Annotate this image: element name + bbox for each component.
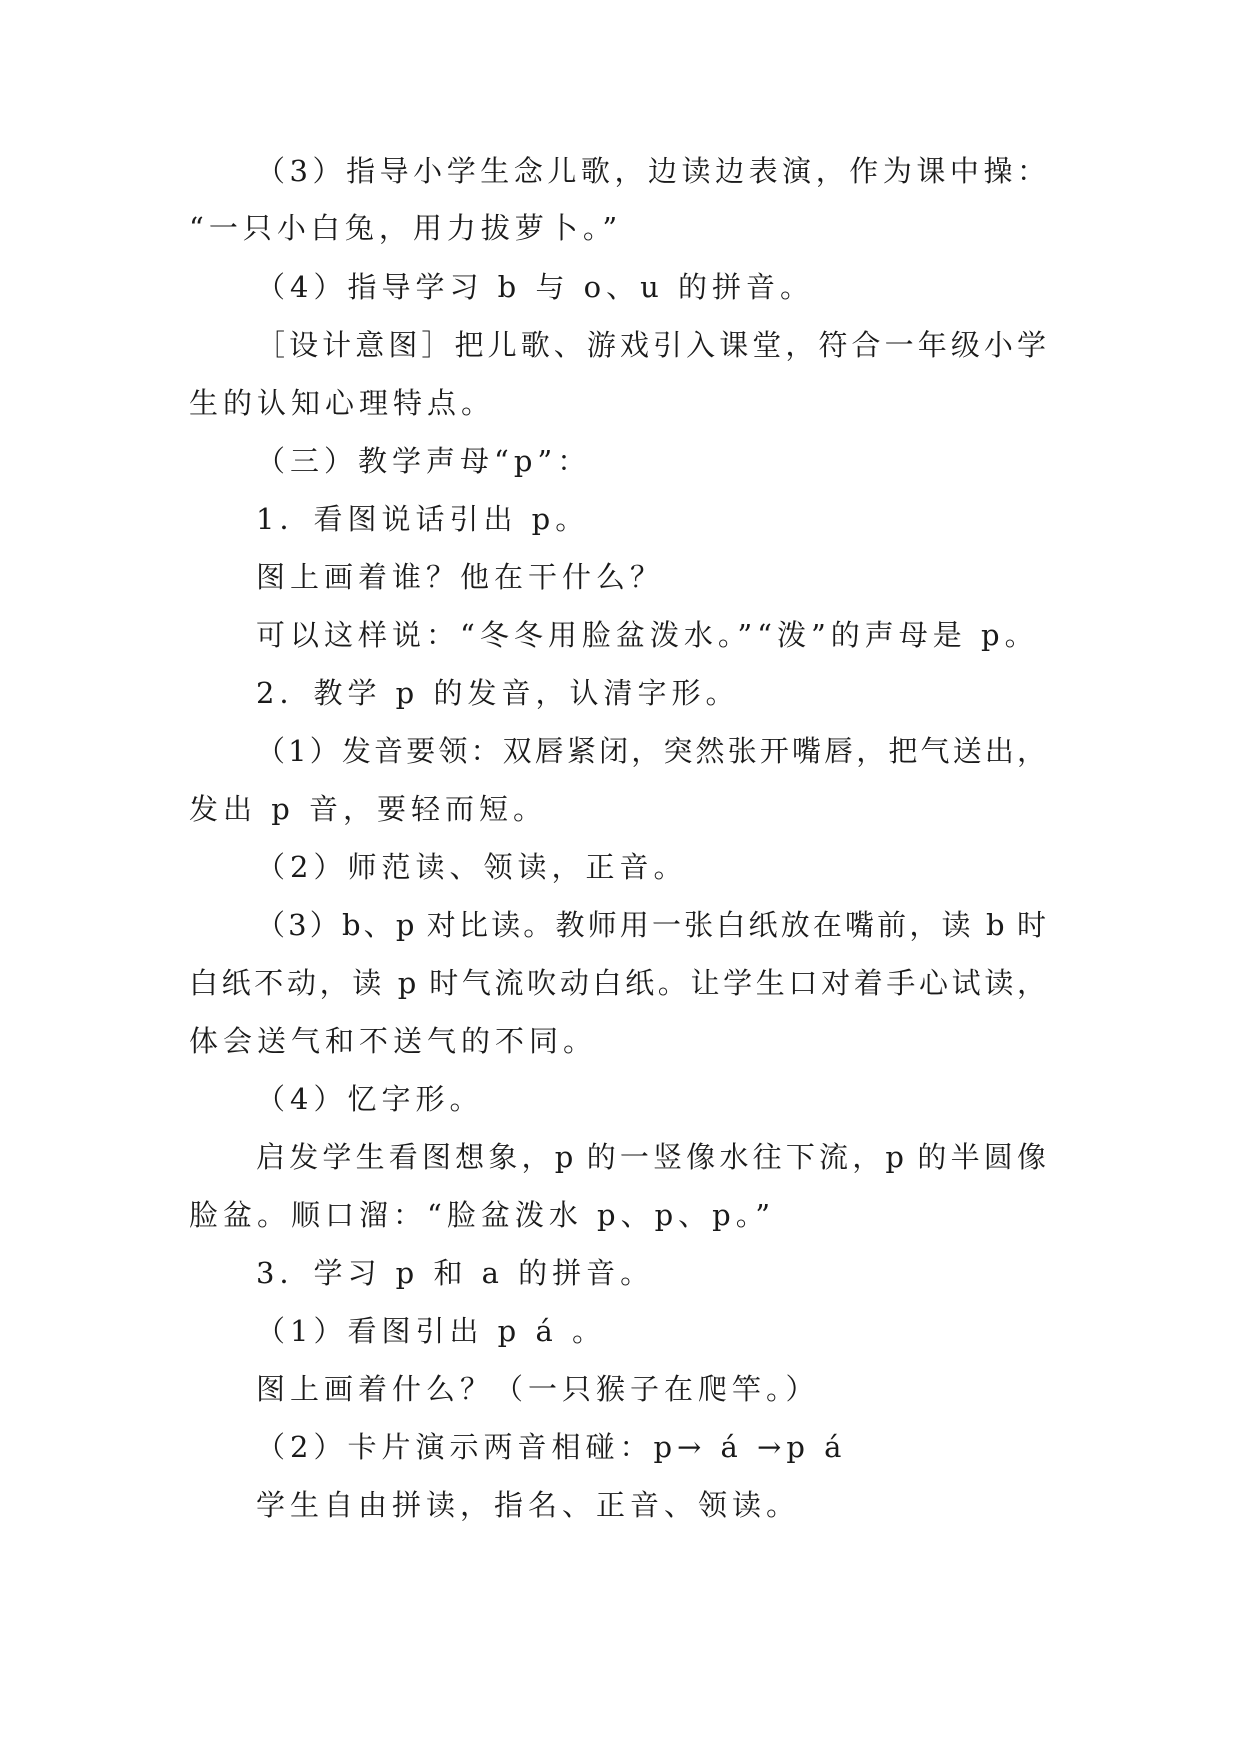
- paragraph-line: 1．看图说话引出 p。: [256, 502, 590, 536]
- paragraph-line: “一只小白兔，用力拔萝卜。”: [189, 211, 623, 245]
- paragraph-line: 启发学生看图想象，p 的一竖像水往下流，p 的半圆像: [256, 1140, 1046, 1174]
- paragraph-line: 发出 p 音，要轻而短。: [189, 792, 548, 826]
- paragraph-line: 图上画着谁？他在干什么？: [256, 560, 665, 594]
- paragraph-line: （2）卡片演示两音相碰：p→ á →p á: [256, 1430, 847, 1464]
- paragraph-line: （4）指导学习 b 与 o、u 的拼音。: [256, 270, 815, 304]
- paragraph-line: 生的认知心理特点。: [189, 386, 496, 420]
- paragraph-line: （3）b、p 对比读。教师用一张白纸放在嘴前，读 b 时: [256, 908, 1046, 942]
- paragraph-line: （1）看图引出 p á 。: [256, 1314, 606, 1348]
- paragraph-line: 3．学习 p 和 a 的拼音。: [256, 1256, 655, 1290]
- paragraph-line: （4）忆字形。: [256, 1082, 484, 1116]
- paragraph-line: 体会送气和不送气的不同。: [189, 1024, 598, 1058]
- paragraph-line: 白纸不动，读 p 时气流吹动白纸。让学生口对着手心试读，: [189, 966, 1046, 1000]
- paragraph-line: （1）发音要领：双唇紧闭，突然张开嘴唇，把气送出，: [256, 734, 1046, 768]
- paragraph-line: 学生自由拼读，指名、正音、领读。: [256, 1488, 801, 1522]
- paragraph-line: 2．教学 p 的发音，认清字形。: [256, 676, 740, 710]
- paragraph-line: ［设计意图］把儿歌、游戏引入课堂，符合一年级小学: [256, 328, 1046, 362]
- paragraph-line: 可以这样说：“冬冬用脸盆泼水。”“泼”的声母是 p。: [256, 618, 1039, 652]
- paragraph-line: （2）师范读、领读，正音。: [256, 850, 688, 884]
- paragraph-line: （3）指导小学生念儿歌，边读边表演，作为课中操：: [256, 154, 1046, 188]
- paragraph-line: （三）教学声母“p”：: [256, 444, 592, 478]
- paragraph-line: 脸盆。顺口溜：“脸盆泼水 p、p、p。”: [189, 1198, 776, 1232]
- paragraph-line: 图上画着什么？（一只猴子在爬竿。）: [256, 1372, 820, 1406]
